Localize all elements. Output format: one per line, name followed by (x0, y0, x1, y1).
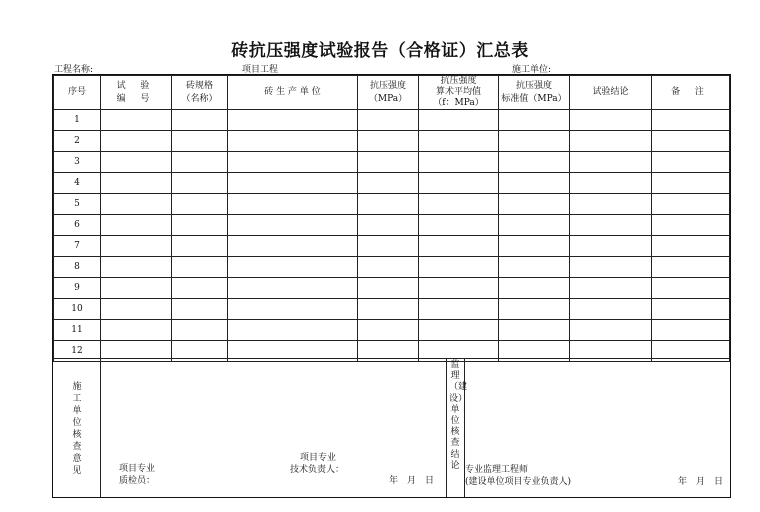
table-cell (652, 299, 730, 320)
table-cell (570, 110, 652, 131)
row-number: 6 (54, 215, 101, 236)
table-cell (652, 215, 730, 236)
table-cell (652, 173, 730, 194)
row-number: 10 (54, 299, 101, 320)
table-cell (499, 110, 570, 131)
table-cell (419, 152, 499, 173)
col-header-average-line3: （f：MPa） (433, 98, 484, 108)
row-number: 7 (54, 236, 101, 257)
table-cell (652, 257, 730, 278)
table-cell (358, 257, 419, 278)
table-cell (499, 194, 570, 215)
table-cell (652, 194, 730, 215)
tech-lead-line2: 技术负责人： (290, 465, 345, 475)
table-row (54, 236, 730, 257)
col-header-spec (172, 76, 228, 110)
table-cell (570, 194, 652, 215)
table-cell (570, 215, 652, 236)
table-cell (228, 131, 358, 152)
table-row (54, 173, 730, 194)
col-header-strength (358, 76, 419, 110)
table-cell (228, 173, 358, 194)
table-cell (499, 173, 570, 194)
table-cell (419, 173, 499, 194)
table-cell (652, 236, 730, 257)
table-cell (228, 278, 358, 299)
table-cell (358, 152, 419, 173)
table-cell (499, 152, 570, 173)
table-cell (499, 257, 570, 278)
col-header-average-line1: 抗压强度 (440, 76, 477, 86)
col-header-manufacturer: 砖 生 产 单 位 (228, 76, 358, 110)
table-cell (228, 215, 358, 236)
table-cell (172, 257, 228, 278)
table-cell (652, 110, 730, 131)
table-cell (652, 152, 730, 173)
table-cell (228, 320, 358, 341)
col-header-seq: 序号 (54, 76, 101, 110)
table-cell (358, 236, 419, 257)
col-header-spec-line2: （名称） (181, 93, 218, 104)
table-cell (499, 215, 570, 236)
col-header-strength-line2: （MPa） (368, 93, 408, 104)
table-cell (101, 152, 172, 173)
table-row (54, 194, 730, 215)
col-header-test-no-line1: 试 验 (116, 80, 156, 91)
table-cell (570, 278, 652, 299)
col-header-strength-line1: 抗压强度 (369, 80, 406, 91)
construction-review-label: 施工单位核查意见 (72, 382, 82, 476)
table-row (54, 320, 730, 341)
table-row (54, 131, 730, 152)
tech-lead-line1: 项目专业 (300, 453, 337, 463)
table-cell (228, 299, 358, 320)
supervisor-line1: 专业监理工程师 (465, 465, 529, 475)
report-sheet (52, 74, 731, 498)
table-cell (358, 299, 419, 320)
table-cell (419, 257, 499, 278)
table-cell (172, 173, 228, 194)
construction-unit-label: 施工单位: (512, 65, 552, 75)
row-number: 2 (54, 131, 101, 152)
table-cell (101, 299, 172, 320)
table-cell (419, 194, 499, 215)
table-cell (499, 236, 570, 257)
table-cell (419, 110, 499, 131)
row-number: 1 (54, 110, 101, 131)
table-cell (570, 320, 652, 341)
col-header-spec-line1: 砖规格 (185, 80, 213, 91)
col-header-test-no-line2: 编 号 (116, 93, 156, 104)
table-cell (358, 173, 419, 194)
table-cell (358, 215, 419, 236)
table-cell (358, 194, 419, 215)
table-cell (228, 236, 358, 257)
col-header-standard-line2: 标准值（MPa） (501, 93, 567, 104)
table-cell (358, 131, 419, 152)
table-cell (101, 236, 172, 257)
table-cell (419, 278, 499, 299)
table-cell (570, 299, 652, 320)
col-header-remarks: 备 注 (652, 76, 730, 110)
table-cell (172, 131, 228, 152)
table-cell (419, 320, 499, 341)
table-cell (228, 152, 358, 173)
table-cell (499, 299, 570, 320)
table-cell (228, 257, 358, 278)
col-header-standard (499, 76, 570, 110)
col-header-standard-line1: 抗压强度 (515, 80, 552, 91)
table-cell (570, 236, 652, 257)
table-cell (172, 194, 228, 215)
table-cell (101, 215, 172, 236)
table-cell (172, 299, 228, 320)
supervisor-line2: (建设单位项目专业负责人) (465, 477, 572, 487)
table-cell (499, 131, 570, 152)
table-cell (101, 257, 172, 278)
table-cell (570, 152, 652, 173)
project-item-label: 项目工程 (242, 65, 279, 75)
row-number: 5 (54, 194, 101, 215)
table-cell (172, 152, 228, 173)
review-divider-left (100, 359, 101, 497)
table-cell (570, 173, 652, 194)
col-header-conclusion: 试验结论 (570, 76, 652, 110)
table-cell (358, 320, 419, 341)
row-number: 11 (54, 320, 101, 341)
table-cell (172, 278, 228, 299)
table-cell (172, 110, 228, 131)
table-cell (419, 236, 499, 257)
summary-table (53, 75, 730, 362)
qc-inspector-line1: 项目专业 (119, 464, 156, 474)
table-cell (652, 131, 730, 152)
table-row (54, 215, 730, 236)
project-name-label: 工程名称: (54, 65, 94, 75)
table-cell (101, 131, 172, 152)
table-cell (570, 131, 652, 152)
table-cell (652, 320, 730, 341)
header-row (54, 76, 730, 110)
table-cell (358, 110, 419, 131)
table-cell (228, 194, 358, 215)
table-cell (101, 194, 172, 215)
table-cell (570, 257, 652, 278)
col-header-average-line2: 算术平均值 (435, 87, 481, 97)
supervision-review-label: 监理（建设）单位核查结论 (449, 360, 468, 471)
qc-inspector-line2: 质检员： (119, 476, 156, 486)
table-cell (101, 110, 172, 131)
table-cell (419, 215, 499, 236)
table-row (54, 278, 730, 299)
row-number: 12 (54, 341, 101, 362)
table-cell (101, 278, 172, 299)
review-divider-mid (446, 359, 447, 497)
table-row (54, 152, 730, 173)
table-cell (228, 110, 358, 131)
row-number: 8 (54, 257, 101, 278)
page-title: 砖抗压强度试验报告（合格证）汇总表 (231, 41, 529, 61)
col-header-average (419, 76, 499, 110)
table-cell (499, 320, 570, 341)
date-right: 年 月 日 (678, 477, 724, 487)
table-cell (419, 131, 499, 152)
table-row (54, 110, 730, 131)
table-cell (499, 278, 570, 299)
date-left: 年 月 日 (389, 476, 435, 486)
table-cell (419, 299, 499, 320)
row-number: 9 (54, 278, 101, 299)
table-cell (172, 215, 228, 236)
row-number: 4 (54, 173, 101, 194)
table-cell (172, 320, 228, 341)
table-row (54, 257, 730, 278)
table-row (54, 299, 730, 320)
table-cell (172, 236, 228, 257)
table-cell (101, 320, 172, 341)
review-section (53, 358, 729, 497)
table-cell (652, 278, 730, 299)
row-number: 3 (54, 152, 101, 173)
table-cell (101, 173, 172, 194)
table-cell (358, 278, 419, 299)
col-header-test-no (101, 76, 172, 110)
